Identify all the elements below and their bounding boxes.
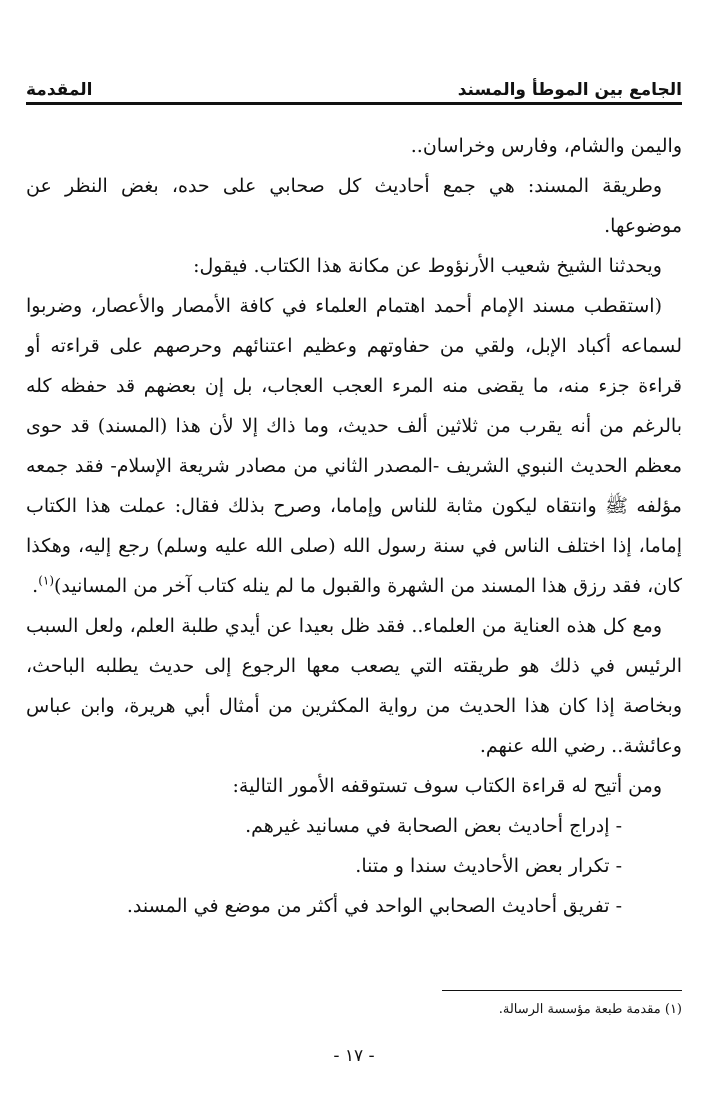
section-title: المقدمة xyxy=(26,80,93,100)
list-item: - إدراج أحاديث بعض الصحابة في مسانيد غيرهم. xyxy=(245,815,622,837)
paragraph-quote xyxy=(26,286,682,606)
footnote-marker[interactable]: (١) xyxy=(38,573,55,588)
paragraph: ومع كل هذه العناية من العلماء.. فقد ظل بعيدا عن أيدي طلبة العلم، ولعل السبب الرئيس في ذلك هو طريقته التي يصعب معها الرجوع إلى حديث يطلبه الباحث، وبخاصة إذا كان هذا الحديث من رواية المكثرين من أمثال أبي هريرة، وابن عباس وعائشة.. رضي الله عنهم. xyxy=(26,615,682,757)
list-item: - تكرار بعض الأحاديث سندا و متنا. xyxy=(355,855,622,877)
book-title: الجامع بين الموطأ والمسند xyxy=(457,80,682,100)
quote-text: (استقطب مسند الإمام أحمد اهتمام العلماء في كافة الأمصار والأعصار، وضربوا لسماعه أكباد الإبل، ولقي من حفاوتهم وعظيم اعتنائهم وحرصهم على قراءته أو قراءة جزء منه، ما يقضى منه المرء العجب العجاب، بل إن بعضهم قد حفظه كله بالرغم من أنه يقرب من ثلاثين ألف حديث، وما ذاك إلا لأن هذا (المسند) قد حوى معظم الحديث النبوي الشريف -المصدر الثاني من مصادر شريعة الإسلام- فقد جمعه مؤلفه ﷺ وانتقاه ليكون مثابة للناس وإماما، وصرح بذلك فقال: عملت هذا الكتاب إماما، إذا اختلف الناس في سنة رسول الله (صلى الله عليه وسلم) رجع إليه، وهكذا كان، فقد رزق هذا المسند من الشهرة والقبول ما لم ينله كتاب آخر من المسانيد) xyxy=(26,295,682,597)
body-text xyxy=(26,126,682,926)
header-rule xyxy=(26,102,682,105)
paragraph: ويحدثنا الشيخ شعيب الأرنؤوط عن مكانة هذا الكتاب. فيقول: xyxy=(193,255,662,277)
quote-end: . xyxy=(32,575,39,597)
footnote: (١) مقدمة طبعة مؤسسة الرسالة. xyxy=(498,1002,682,1017)
paragraph: وطريقة المسند: هي جمع أحاديث كل صحابي على حده، بغض النظر عن موضوعها. xyxy=(26,175,682,237)
list-item: - تفريق أحاديث الصحابي الواحد في أكثر من موضع في المسند. xyxy=(126,895,622,917)
paragraph: واليمن والشام، وفارس وخراسان.. xyxy=(410,135,682,157)
page-number: - ١٧ - xyxy=(333,1046,375,1066)
running-header xyxy=(26,60,682,100)
paragraph: ومن أتيح له قراءة الكتاب سوف تستوقفه الأمور التالية: xyxy=(232,775,662,797)
footnote-rule xyxy=(442,990,682,991)
